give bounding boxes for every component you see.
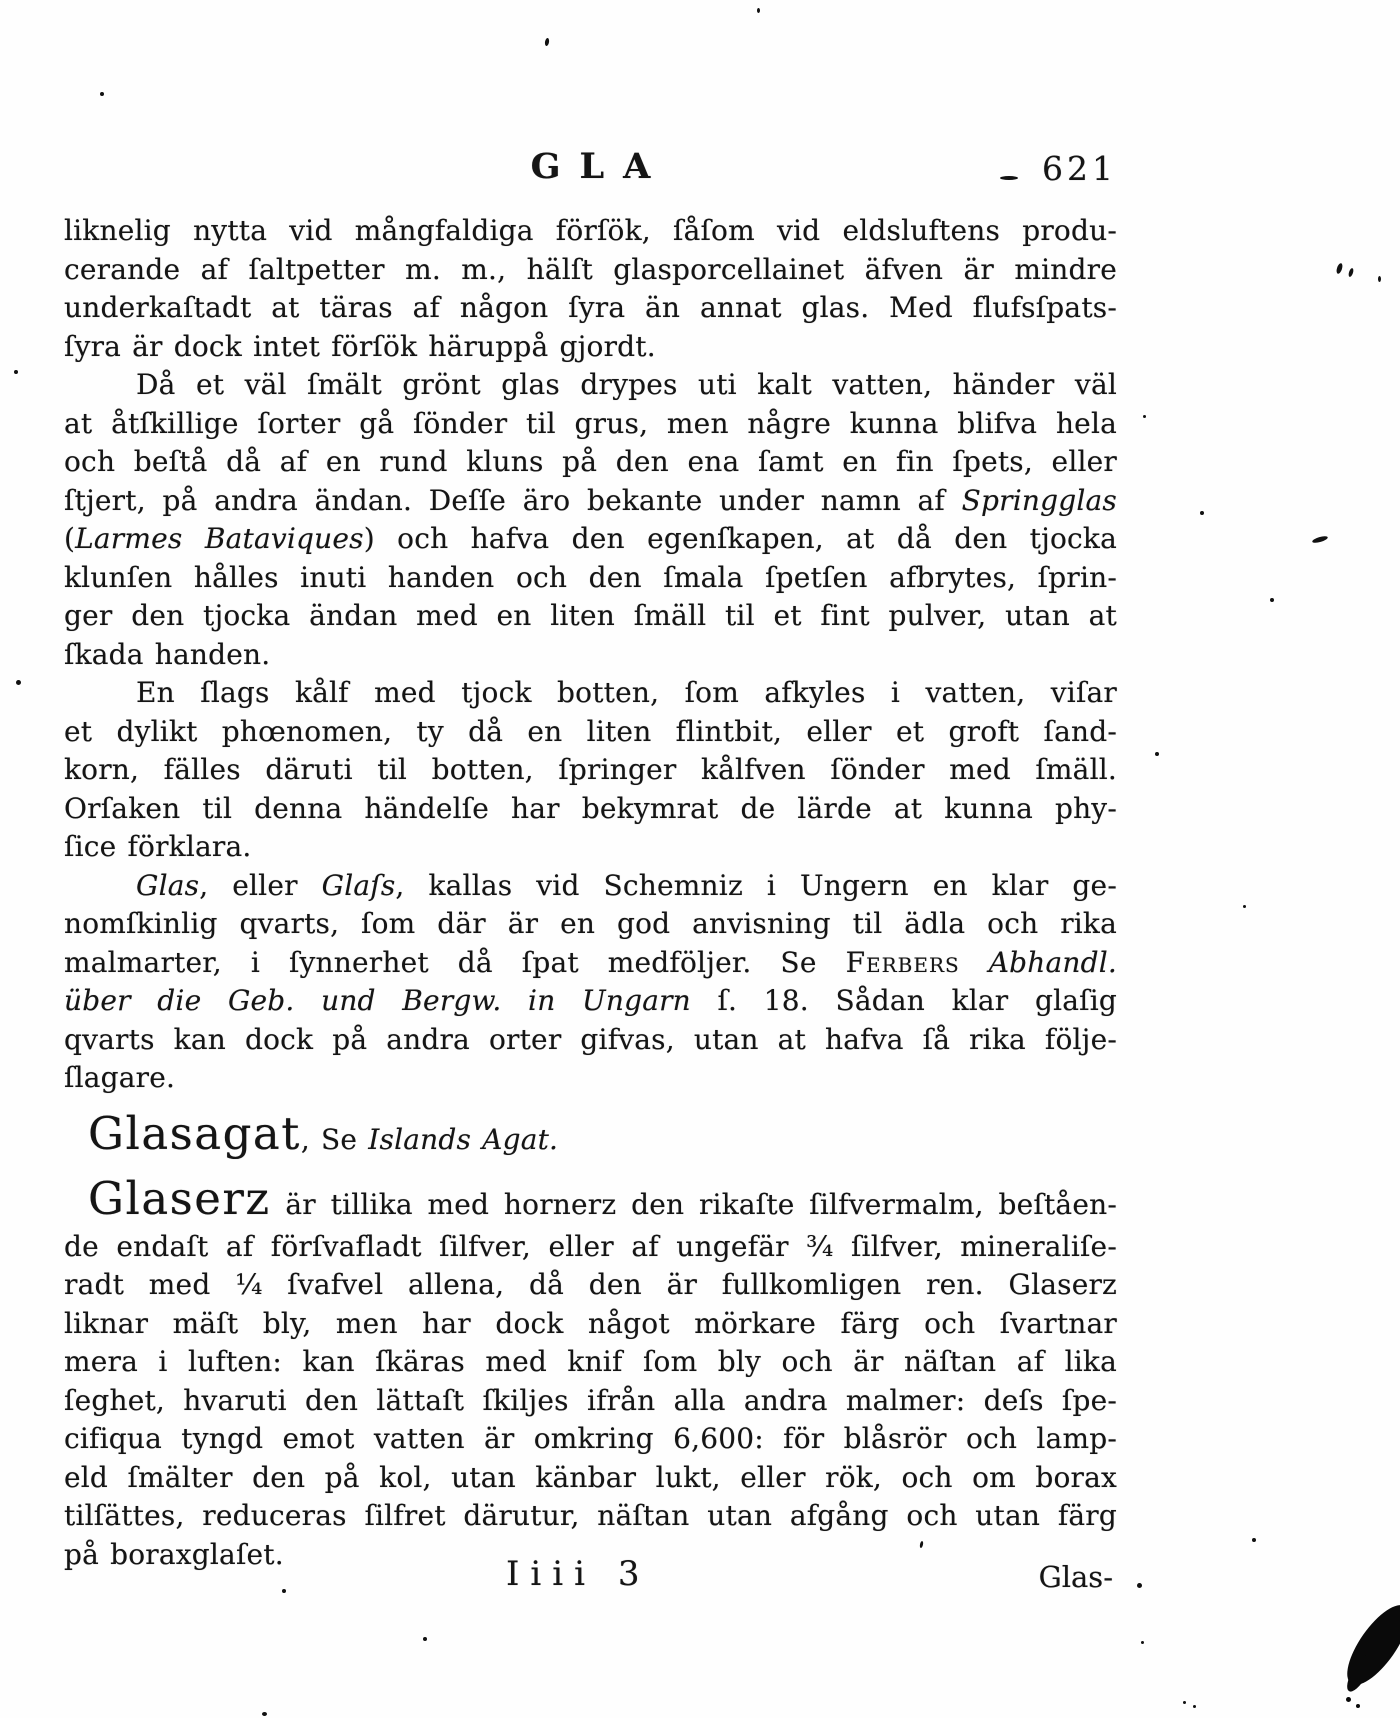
ink-speck xyxy=(1200,511,1204,515)
text-segment: ger den tjocka ändan med en liten ſmäll til et fint pulver, utan at xyxy=(64,599,1117,632)
text-segment: ſ. 18. Sådan klar glaſig xyxy=(690,984,1117,1017)
ink-speck xyxy=(100,92,104,96)
text-segment: radt med ¼ ſvafvel allena, då den är fullkomligen ren. Glaserz xyxy=(64,1268,1117,1301)
text-line xyxy=(64,1021,1117,1060)
text-segment: über die Geb. und Bergw. in Ungarn xyxy=(64,984,691,1017)
text-line xyxy=(64,443,1117,482)
text-line xyxy=(64,674,1117,713)
text-line xyxy=(64,1497,1117,1536)
text-line xyxy=(64,1228,1117,1267)
text-segment: eld ſmälter den på kol, utan känbar lukt, eller rök, och om borax xyxy=(64,1460,1117,1494)
text-line xyxy=(64,251,1117,290)
text-segment: korn, fälles däruti til botten, ſpringer kålfven ſönder med ſmäll. xyxy=(64,753,1117,786)
text-segment: Islands Agat. xyxy=(368,1122,559,1156)
text-segment: nomſkinlig qvarts, ſom där är en god anvisning til ädla och rika xyxy=(64,907,1117,940)
text-segment: Abhandl. xyxy=(988,945,1117,979)
text-segment: ſeghet, hvaruti den lättaſt ſkiljes ifrån alla andra malmer: deſs ſpe- xyxy=(64,1383,1117,1417)
entry-headword: Glasagat xyxy=(88,1106,301,1160)
ink-speck xyxy=(14,370,18,374)
text-segment: tilſättes, reduceras ſilfret därutur, näſtan utan afgång och utan färg xyxy=(64,1499,1117,1532)
ink-speck xyxy=(282,1589,286,1593)
text-segment: på boraxglaſet. xyxy=(64,1537,284,1571)
text-segment xyxy=(960,946,989,979)
text-segment: Då et väl ſmält grönt glas drypes uti kalt vatten, händer väl xyxy=(136,368,1117,401)
ink-speck xyxy=(1000,176,1018,180)
entry-headword: Glaserz xyxy=(88,1171,271,1225)
paragraph-springglas xyxy=(64,366,1117,674)
entry-glaserz xyxy=(64,1171,1117,1575)
text-segment: mera i luften: kan ſkäras med knif ſom bly och är näſtan af lika xyxy=(64,1345,1117,1378)
text-line xyxy=(64,828,1117,867)
entry-glasagat xyxy=(64,1106,1117,1163)
text-segment: Springglas xyxy=(961,483,1117,517)
ink-speck xyxy=(1252,1538,1256,1542)
ink-speck xyxy=(423,1637,427,1641)
text-line xyxy=(64,520,1117,559)
text-segment: , Se xyxy=(300,1122,369,1156)
ink-speck xyxy=(16,680,21,685)
ink-speck xyxy=(1143,415,1146,418)
text-line xyxy=(64,1106,1117,1163)
paragraph-continuation xyxy=(64,212,1117,366)
text-segment: cifiqua tyngd emot vatten är omkring 6,600: för blåsrör och lamp- xyxy=(64,1422,1117,1455)
text-segment: ſice förklara. xyxy=(64,830,252,863)
text-line xyxy=(64,289,1117,328)
text-line xyxy=(64,482,1117,521)
text-block xyxy=(64,212,1117,1574)
ink-speck xyxy=(1378,276,1381,282)
text-line xyxy=(64,328,1117,367)
text-line xyxy=(64,1459,1117,1498)
text-line xyxy=(64,751,1117,790)
text-segment: ) och hafva den egenſkapen, at då den tjocka xyxy=(363,522,1117,555)
text-line xyxy=(64,905,1117,944)
text-line xyxy=(64,790,1117,829)
text-line xyxy=(64,1420,1117,1459)
text-segment: ſlagare. xyxy=(64,1061,176,1094)
ink-speck xyxy=(1335,262,1343,274)
text-segment: Larmes Bataviques xyxy=(75,522,364,555)
text-segment: klunſen hålles inuti handen och den ſmala ſpetſen afbrytes, ſprin- xyxy=(64,560,1117,594)
text-line xyxy=(64,1305,1117,1344)
catchword: Glas- xyxy=(1038,1560,1113,1594)
ink-speck xyxy=(1141,1641,1144,1644)
text-segment: Orſaken til denna händelſe har bekymrat de lärde at kunna phy- xyxy=(64,791,1117,825)
ink-speck xyxy=(262,1712,267,1716)
ink-speck xyxy=(1312,535,1329,544)
text-segment: och beſtå då af en rund kluns på den ena ſamt en fin ſpets, eller xyxy=(64,445,1117,478)
ink-speck xyxy=(544,38,549,47)
running-title: GLA xyxy=(530,146,670,187)
text-line xyxy=(64,212,1117,251)
text-line xyxy=(64,366,1117,405)
text-segment: ſkada handen. xyxy=(64,637,271,671)
text-segment: liknar mäſt bly, men har dock något mörkare färg och ſvartnar xyxy=(64,1306,1117,1340)
text-segment: malmarter, i ſynnerhet då ſpat medföljer. Se xyxy=(64,945,846,979)
text-line xyxy=(64,1171,1117,1228)
text-line xyxy=(64,713,1117,752)
page-number: 621 xyxy=(1042,149,1117,188)
text-segment: et dylikt phœnomen, ty då en liten flintbit, eller et groft ſand- xyxy=(64,714,1117,748)
text-line xyxy=(64,405,1117,444)
text-segment: ſyra är dock intet förſök häruppå gjordt. xyxy=(64,329,656,363)
text-line xyxy=(64,982,1117,1021)
ink-speck xyxy=(1348,268,1355,278)
text-line xyxy=(64,867,1117,906)
text-segment: , eller xyxy=(199,868,322,902)
text-segment: är tillika med hornerz den rikaſte ſilfvermalm, beſtåen- xyxy=(270,1187,1117,1221)
ink-speck xyxy=(1155,752,1159,756)
ink-blot xyxy=(1350,1676,1358,1683)
text-segment: qvarts kan dock på andra orter gifvas, utan at hafva ſå rika följe- xyxy=(64,1022,1117,1056)
text-line xyxy=(64,559,1117,598)
ink-blot xyxy=(1346,1697,1351,1702)
text-line xyxy=(64,1059,1117,1098)
text-line xyxy=(64,1382,1117,1421)
text-segment: at åtſkillige ſorter gå ſönder til grus, men någre kunna blifva hela xyxy=(64,406,1117,440)
text-segment: de endaſt af förſvafladt ſilfver, eller af ungefär ¾ ſilfver, mineraliſe- xyxy=(64,1229,1117,1263)
text-segment: , kallas vid Schemniz i Ungern en klar ge- xyxy=(395,868,1117,902)
text-line xyxy=(64,1266,1117,1305)
text-segment: underkaſtadt at täras af någon ſyra än annat glas. Med flufsſpats- xyxy=(64,291,1117,324)
text-segment: ſtjert, på andra ändan. Deſſe äro bekante under namn af xyxy=(64,483,962,517)
text-segment: Ferbers xyxy=(845,945,960,979)
text-segment: cerande af ſaltpetter m. m., hälſt glasporcellainet äfven är mindre xyxy=(64,252,1117,286)
text-segment: En ſlags kålf med tjock botten, ſom afkyles i vatten, viſar xyxy=(136,676,1117,709)
ink-blot xyxy=(1356,1704,1360,1708)
paragraph-kolf-phenomen xyxy=(64,674,1117,867)
text-line xyxy=(64,636,1117,675)
ink-blot xyxy=(1336,1596,1400,1694)
paragraph-glas-quartz xyxy=(64,867,1117,1098)
ink-speck xyxy=(1193,1705,1196,1708)
text-line xyxy=(64,944,1117,983)
ink-speck xyxy=(1270,598,1274,602)
text-segment: Glaſs xyxy=(321,868,396,902)
ink-speck xyxy=(1183,1701,1186,1704)
ink-speck xyxy=(1243,905,1246,908)
ink-speck xyxy=(757,8,760,13)
ink-speck xyxy=(1137,1583,1142,1588)
signature-mark: Iiii 3 xyxy=(506,1554,651,1594)
text-line xyxy=(64,1343,1117,1382)
text-line xyxy=(64,597,1117,636)
text-segment: liknelig nytta vid mångfaldiga förſök, ſåſom vid eldsluftens produ- xyxy=(64,214,1117,247)
text-segment: ( xyxy=(64,522,76,555)
running-head xyxy=(64,146,1117,192)
text-segment: Glas xyxy=(136,868,200,902)
